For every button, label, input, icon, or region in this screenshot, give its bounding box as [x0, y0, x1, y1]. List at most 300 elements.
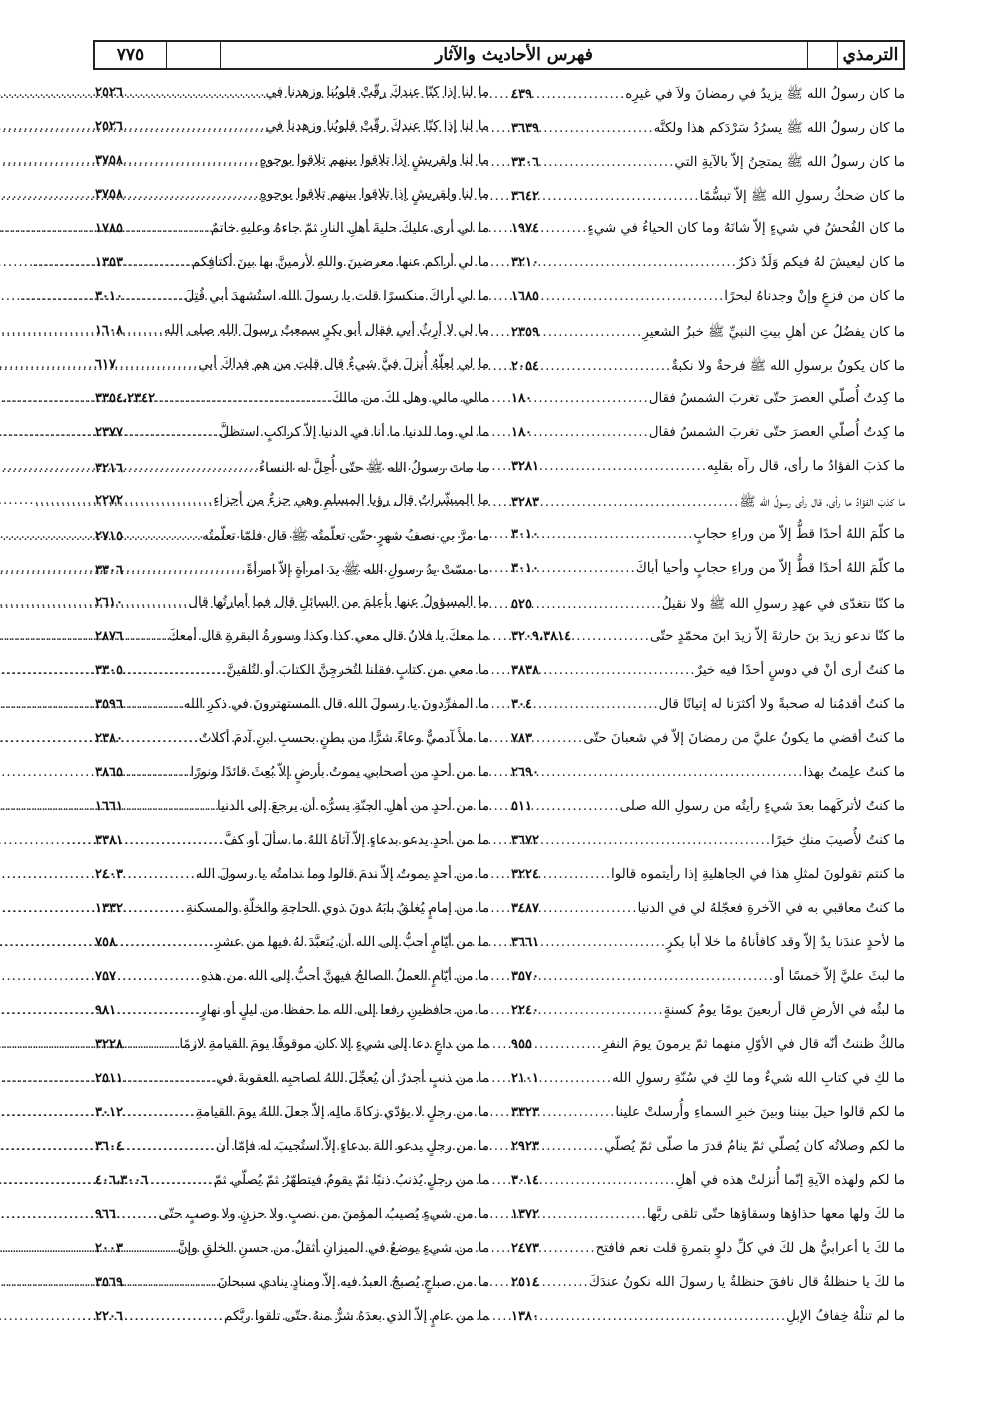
index-entry — [93, 1173, 489, 1203]
leader-dots — [123, 1037, 179, 1052]
entry-text: ما كنتم تقولونَ لمثلِ هذا في الجاهليةِ إذا رأيتموه قالوا — [610, 867, 905, 882]
leader-dots — [116, 1003, 200, 1018]
index-entry — [93, 629, 489, 659]
index-entry — [93, 595, 489, 625]
entry-reference: ١٣٣٢ — [95, 901, 123, 916]
index-entry — [509, 1241, 905, 1271]
index-entry — [509, 1309, 905, 1339]
leader-dots — [123, 1241, 178, 1256]
entry-text: ما المبشّراتُ قال رؤيا المسلمِ وهي جزءٌ من أجزاءِ — [213, 493, 489, 508]
index-entry — [509, 1275, 905, 1305]
index-entry — [93, 1105, 489, 1135]
index-entry — [93, 867, 489, 897]
leader-dots — [123, 663, 226, 678]
entry-text: ما كان يكونُ برسولِ الله ﷺ فرحةٌ ولا نكبةٌ — [671, 359, 905, 374]
leader-dots — [123, 595, 188, 610]
leader-dots — [123, 1275, 218, 1290]
entry-reference: ٢٤٧٣ — [511, 1241, 539, 1256]
entry-text: ما من رجلٍ يدعو اللهَ بدعاءٍ إلاّ استُجيبَ له فإمّا أن — [216, 1139, 489, 1154]
leader-dots — [539, 495, 739, 510]
entry-text: ما لكم وصلاتُه كان يُصلّي ثمّ ينامُ قدرَ ما صلّى ثمّ يُصلّي — [604, 1139, 905, 1154]
leader-dots — [532, 391, 649, 406]
entry-text: ما لكِ في كتابِ الله شيءٌ وما لكِ في سُنّةِ رسولِ الله — [611, 1071, 905, 1086]
leader-dots — [123, 119, 266, 134]
entry-reference: ٩٨١ — [95, 1003, 116, 1018]
leader-dots — [123, 255, 192, 270]
leader-dots — [123, 1309, 224, 1324]
entry-reference: ٣٠٤ — [511, 697, 532, 712]
entry-text: ما لبثُه في الأرضِ قال أربعينَ يومًا يومٌ كسنةٍ — [663, 1003, 905, 1018]
entry-reference: ٢٣٥٩ — [511, 325, 539, 340]
entry-reference: ٣٦٧٢ — [511, 833, 539, 848]
leader-dots — [539, 561, 636, 576]
entry-text: ما مسّتْ يدُ رسولِ الله ﷺ يدَ امرأةٍ إلاّ امرأةً — [246, 563, 489, 578]
entry-reference: ٣٥٦٩ — [95, 1275, 123, 1290]
entry-text: ما كان من فزعٍ وإنْ وجدناهُ لبحرًا — [724, 289, 905, 304]
index-entry — [509, 799, 905, 829]
entry-text: ما لكم ولهذه الآيةِ إنّما أُنزلتْ هذه في أهلِ — [675, 1173, 905, 1188]
entry-text: ما لي أراكَ منكسرًا قلت يا رسولَ الله استُشهدَ أبي قُتِلَ — [184, 289, 489, 304]
leader-dots — [123, 867, 196, 882]
leader-dots — [123, 1139, 216, 1154]
entry-reference: ٣٦٠٤ — [95, 1139, 123, 1154]
entry-text: ما لم تنلْهُ خِفافُ الإبلِ — [786, 1309, 905, 1324]
entry-reference: ٩٦٦ — [95, 1207, 116, 1222]
entry-reference: ٣٢٢٤ — [511, 867, 539, 882]
entry-reference: ٣٢٨٣ — [511, 495, 539, 510]
leader-dots — [123, 493, 213, 508]
index-entry — [509, 391, 905, 421]
index-entry — [509, 425, 905, 455]
leader-dots — [539, 221, 587, 236]
leader-dots — [539, 663, 696, 678]
leader-dots — [532, 597, 662, 612]
index-entry — [93, 1275, 489, 1305]
entry-text: ما كِدتُ أُصلّي العصرَ حتّى تغربَ الشمسُ فقال — [648, 425, 905, 440]
entry-text: ما من أيّامٍ أحبُّ إلى الله أن يُتعبَّدَ لهُ فيها من عشرِ — [214, 935, 489, 950]
entry-text: ما من حافظينِ رفعا إلى الله ما حفظا من ليلٍ أو نهارٍ — [200, 1003, 489, 1018]
leader-dots — [539, 121, 654, 136]
leader-dots — [539, 1139, 604, 1154]
entry-text: ما كنتُ أرى أنْ في دوسٍ أحدًا فيه خيرٌ — [695, 663, 905, 678]
leader-dots — [539, 969, 774, 984]
index-entry — [509, 323, 905, 353]
index-entry — [93, 901, 489, 931]
entry-reference: ١٩٧٤ — [511, 221, 539, 236]
index-entry — [93, 935, 489, 965]
leader-dots — [123, 1071, 216, 1086]
entry-text: ما كنتُ لأُصيبَ منكِ خيرًا — [771, 833, 905, 848]
entry-text: ما ملأَ آدميٌّ وعاءً شرًّا من بطنٍ بحسبِ ابنِ آدمَ أكلاتٌ — [198, 731, 489, 746]
entry-reference: ٥٢٥ — [511, 597, 532, 612]
entry-reference: ٢٣٧٧ — [95, 425, 123, 440]
leader-dots — [539, 1275, 589, 1290]
entry-reference: ٢١٠١ — [511, 1071, 539, 1086]
entry-text: ما من شيءٍ يوضعُ في الميزانِ أثقلُ من حسنِ الخلقِ وإنَّ — [177, 1241, 489, 1256]
leader-dots — [539, 289, 724, 304]
page-title: فهرس الأحاديث والآثار — [435, 45, 593, 65]
leader-dots — [539, 189, 700, 204]
index-entry — [509, 935, 905, 965]
entry-reference: ٣٠١٤ — [511, 1173, 539, 1188]
entry-reference: ٢٥٢٦ — [95, 85, 123, 100]
index-entry — [509, 1071, 905, 1101]
entry-reference: ٣٠١٢ — [95, 1105, 123, 1120]
leader-dots — [539, 901, 638, 916]
leader-dots — [532, 697, 659, 712]
index-entry — [93, 85, 489, 115]
index-entry — [509, 187, 905, 217]
entry-reference: ١٣٧٢ — [511, 1207, 539, 1222]
index-entry — [509, 85, 905, 115]
entry-text: ما كنّا نتغدّى في عهدِ رسولِ الله ﷺ ولا نقيلُ — [661, 597, 905, 612]
index-entry — [509, 765, 905, 795]
entry-text: ما كان رسولُ الله ﷺ يسرُدُ سَرْدَكم هذا ولكنَّه — [653, 121, 905, 136]
index-entry — [509, 901, 905, 931]
entry-reference: ١٦٦١ — [95, 799, 123, 814]
index-entry — [93, 527, 489, 557]
index-entry — [93, 1071, 489, 1101]
entry-reference: ٣٣٠٦ — [95, 563, 123, 578]
entry-text: ما من ذنبٍ أجدرُ أن يُعجِّلَ اللهُ لصاحبِه العقوبةَ في — [216, 1071, 489, 1086]
entry-text: ما كان الفُحشُ في شيءٍ إلاّ شانَهُ وما كان الحياءُ في شيءٍ — [587, 221, 905, 236]
entry-text: مالي مالي وهل لكَ من مالكَ — [331, 391, 489, 406]
entry-text: ما لكم قالوا حيلَ بيننا وبينَ خبرِ السماءِ وأُرسلتْ علينا — [615, 1105, 905, 1120]
index-entry — [93, 731, 489, 761]
header-spacer-right — [807, 42, 837, 68]
index-entry — [509, 1207, 905, 1237]
index-entry — [509, 119, 905, 149]
entry-reference: ٣٣٢٣ — [511, 1105, 539, 1120]
entry-text: ما لي وما للدنيا ما أنا في الدنيا إلاّ كراكبٍ استظلَّ — [219, 425, 489, 440]
entry-text: ما من عامٍ إلاّ الذي بعدَهُ شرٌّ منهُ حتّى تلقوا ربَّكم — [224, 1309, 489, 1324]
index-entry — [93, 799, 489, 829]
leader-dots — [123, 221, 211, 236]
index-entry — [93, 765, 489, 795]
index-page — [93, 40, 905, 1324]
entry-text: ما من أحدٍ من أصحابي يموتُ بأرضٍ إلاّ بُعِثَ قائدًا ونورًا — [190, 765, 489, 780]
header-spacer-left — [167, 42, 221, 68]
leader-dots — [539, 765, 804, 780]
leader-dots — [116, 357, 198, 372]
entry-reference: ١٦٠٨ — [95, 323, 123, 338]
entry-reference: ٣٣٠٦ — [511, 155, 539, 170]
leader-dots — [532, 87, 625, 102]
leader-dots — [571, 629, 650, 644]
entry-text: ما معكَ يا فلانُ قال معي كذا وكذا وسورةُ البقرةِ قال أمعكَ — [168, 629, 489, 644]
entry-reference: ٩٥٥ — [511, 1037, 532, 1052]
leader-dots — [539, 1003, 664, 1018]
entry-reference: ٢٥١١ — [95, 1071, 123, 1086]
entry-text: ما كنتُ معاقبي به في الآخرةِ فعجّلهُ لي في الدنيا — [637, 901, 905, 916]
index-entry — [509, 867, 905, 897]
leader-dots — [123, 765, 190, 780]
index-entry — [509, 833, 905, 863]
index-entry — [509, 561, 905, 591]
index-entry — [509, 255, 905, 285]
entry-reference: ٣٨٣٨ — [511, 663, 539, 678]
leader-dots — [123, 425, 219, 440]
entry-text: ما لي لا أرِثُ أبي فقال أبو بكرٍ سمعتُ رسولَ الله صلى الله — [163, 323, 489, 338]
entry-reference: ٣٧٥٨ — [95, 153, 123, 168]
leader-dots — [123, 833, 224, 848]
entry-reference: ١٣٥٣ — [95, 255, 123, 270]
leader-dots — [123, 629, 168, 644]
entry-text: ما كلّمَ اللهُ أحدًا قطُّ إلاّ من وراءِ حجابٍ — [693, 527, 905, 542]
entry-reference: ٣٢١٠ — [511, 255, 539, 270]
index-entry — [509, 1037, 905, 1067]
book-name: الترمذي — [837, 42, 903, 68]
leader-dots — [123, 289, 185, 304]
entry-text: ما كنتُ لأتركَهما بعدَ شيءٍ رأيتُه من رسولِ الله صلى — [619, 799, 905, 814]
entry-text: ما من إمامٍ يُغلقُ بابَهُ دونَ ذوي الحاجةِ والخلّةِ والمسكنةِ — [186, 901, 489, 916]
index-entry — [93, 357, 489, 387]
entry-reference: ٣٢٢٨ — [95, 1037, 123, 1052]
leader-dots — [123, 461, 259, 476]
leader-dots — [123, 187, 260, 202]
entry-reference: ٢٨٧٦ — [95, 629, 123, 644]
index-entry — [509, 153, 905, 183]
entry-text: ما لنا إذا كنّا عندكَ رقّتْ قلوبُنا وزهدنا في — [265, 85, 489, 100]
leader-dots — [123, 731, 199, 746]
entry-reference: ٣٢٠٩،٣٨١٤ — [511, 629, 572, 644]
entry-text: ما من رجلٍ يُذنبُ ذنبًا ثمّ يقومُ فيتطهّرُ ثمّ يُصلّي ثمّ — [213, 1173, 489, 1188]
entry-text: ما كنتُ علِمتُ بهذا — [803, 765, 905, 780]
entry-text: ما لي لعلّهُ أُنزلَ فيَّ شيءٌ قال قلت من هم فداكَ أبي — [198, 357, 489, 372]
index-entry — [93, 255, 489, 285]
entry-text: ما لنا ولقريشٍ إذا تلاقوا بينهم تلاقوا بوجوهٍ — [259, 153, 489, 168]
leader-dots — [123, 697, 184, 712]
index-entry — [509, 221, 905, 251]
entry-reference: ١٧٨٥ — [95, 221, 123, 236]
entry-text: ما كان رسولُ الله ﷺ يزيدُ في رمضانَ ولاَ في غيرِه — [625, 87, 905, 102]
entry-text: ما من رجلٍ لا يؤدّي زكاةَ مالِه إلاّ جعلَ اللهُ يومَ القيامةِ — [195, 1105, 489, 1120]
leader-dots — [539, 359, 671, 374]
index-entry — [509, 969, 905, 999]
entry-text: ما من أحدٍ يموتُ إلاّ ندمَ قالوا وما ندامتُه يا رسولَ الله — [195, 867, 489, 882]
leader-dots — [539, 1105, 615, 1120]
leader-dots — [123, 153, 260, 168]
entry-reference: ٣٥٧٠ — [511, 969, 539, 984]
entry-reference: ٤٠٦،٣٠٠٦ — [95, 1173, 149, 1188]
index-entry — [93, 833, 489, 863]
index-entry — [509, 731, 905, 761]
entry-reference: ٣٥٩٦ — [95, 697, 123, 712]
index-entry — [93, 1241, 489, 1271]
leader-dots — [123, 85, 266, 100]
index-entry — [509, 1105, 905, 1135]
entry-text: ما من أيّامٍ العملُ الصالحُ فيهنَّ أحبُّ إلى الله من هذهِ — [200, 969, 489, 984]
entry-text: ما المسؤولُ عنها بأعلمَ من السائلِ قال فما أمارتُها قال — [188, 595, 489, 610]
index-entry — [93, 1139, 489, 1169]
index-entry — [509, 527, 905, 557]
leader-dots — [123, 1105, 196, 1120]
entry-reference: ٣٨٦٥ — [95, 765, 123, 780]
page-header — [93, 40, 905, 70]
index-entry — [93, 969, 489, 999]
leader-dots — [539, 459, 707, 474]
entry-text: ما ماتَ رسولُ الله ﷺ حتّى أُحِلَّ له النساءُ — [258, 461, 489, 476]
leader-dots — [539, 155, 674, 170]
leader-dots — [123, 901, 186, 916]
leader-dots — [539, 1309, 786, 1324]
entry-reference: ٢٥١٤ — [511, 1275, 539, 1290]
index-entry — [93, 153, 489, 183]
leader-dots — [539, 325, 642, 340]
leader-dots — [539, 527, 693, 542]
entry-reference: ٦١٧ — [95, 357, 116, 372]
entry-reference: ٧٥٧ — [95, 969, 116, 984]
leader-dots — [539, 1241, 596, 1256]
entry-reference: ٣٤٨٧ — [511, 901, 539, 916]
entry-reference: ٣٢١٦ — [95, 461, 123, 476]
leader-dots — [116, 969, 201, 984]
entry-reference: ٣٣٥٤،٢٣٤٢ — [95, 391, 156, 406]
leader-dots — [532, 731, 583, 746]
entry-reference: ٢٢٤٠ — [511, 1003, 539, 1018]
leader-dots — [539, 255, 737, 270]
entry-text: ما لي أراكم عنها معرضينَ واللهِ لأرمينَّ بها بينَ أكتافِكم — [191, 255, 489, 270]
leader-dots — [539, 1207, 647, 1222]
leader-dots — [539, 867, 611, 882]
entry-reference: ٧٨٣ — [511, 731, 532, 746]
entry-reference: ١٦٨٥ — [511, 289, 539, 304]
entry-reference: ٢٦١٠ — [95, 595, 123, 610]
index-entry — [93, 697, 489, 727]
entry-reference: ٣٧٥٨ — [95, 187, 123, 202]
index-entry — [93, 221, 489, 251]
entry-reference: ١٣٨٠ — [511, 1309, 539, 1324]
entry-reference: ٤٣٩ — [511, 87, 532, 102]
index-entry — [93, 1003, 489, 1033]
entry-text: ما كذبَ الفؤادُ ما رأى، قال رأى رسولُ الله ﷺ — [739, 495, 905, 510]
entry-text: ما لنا إذا كنّا عندكَ رقّتْ قلوبُنا وزهدنا في — [265, 119, 489, 134]
leader-dots — [539, 1071, 612, 1086]
entry-text: ما المفرِّدونَ يا رسولَ الله قال المستهترونَ في ذكرِ الله — [183, 697, 489, 712]
index-entry — [509, 697, 905, 727]
entry-reference: ٢٧١٥ — [95, 529, 123, 544]
index-entry — [93, 289, 489, 319]
index-entry — [509, 1003, 905, 1033]
index-entry — [93, 493, 489, 523]
index-entry — [93, 187, 489, 217]
index-entry — [509, 1139, 905, 1169]
index-entry — [93, 425, 489, 455]
entry-text: ما من أحدٍ من أهلِ الجنّةِ يسرُّه أن يرجعَ إلى الدنيا — [217, 799, 489, 814]
entry-reference: ٢٠٠٣ — [95, 1241, 123, 1256]
leader-dots — [539, 1173, 675, 1188]
entry-reference: ٢٤٠٣ — [95, 867, 123, 882]
index-entry — [93, 119, 489, 149]
entry-reference: ٢٩٢٣ — [511, 1139, 539, 1154]
index-entry — [509, 357, 905, 387]
index-entry — [93, 1207, 489, 1237]
entry-text: ما لكَ يا حنظلةُ قال نافقَ حنظلةُ يا رسولَ الله نكونُ عندَكَ — [588, 1275, 905, 1290]
entry-reference: ٣٦٦١ — [511, 935, 539, 950]
index-entry — [93, 391, 489, 421]
entry-text: ما كِدتُ أُصلّي العصرَ حتّى تغربَ الشمسُ فقال — [648, 391, 905, 406]
leader-dots — [123, 799, 217, 814]
entry-text: ما لنا ولقريشٍ إذا تلاقوا بينهم تلاقوا بوجوهٍ — [259, 187, 489, 202]
entry-text: مالكٌ ظننتُ أنّه قال في الأوّلِ منهما ثمّ يرمونَ يومَ النفرِ — [602, 1037, 905, 1052]
entry-text: ما من شيءٍ يُصيبُ المؤمنَ من نصبٍ ولا حزنٍ ولا وصبٍ حتّى — [158, 1207, 489, 1222]
entry-reference: ٣٠١٠ — [95, 289, 123, 304]
leader-dots — [532, 799, 620, 814]
entry-reference: ٣٠١٠ — [511, 561, 539, 576]
entry-text: ما لبثَ عليَّ إلاّ خمسًا أو — [774, 969, 905, 984]
entry-text: ما كان ليعيشَ لهُ فيكم وَلَدٌ ذكرٌ — [736, 255, 905, 270]
entry-reference: ٢٦٩٠ — [511, 765, 539, 780]
entry-reference: ١٨٠ — [511, 391, 532, 406]
leader-dots — [148, 1173, 214, 1188]
leader-dots — [532, 425, 649, 440]
entry-text: ما معي من كتابٍ فقلنا لتُخرجِنَّ الكتابَ أو لتُلقينَّ — [226, 663, 489, 678]
leader-dots — [532, 1037, 602, 1052]
entry-text: ما من داعٍ دعا إلى شيءٍ إلا كان موقوفًا يومَ القيامةِ لازمًا — [179, 1037, 489, 1052]
entry-text: ما من أحدٍ يدعو بدعاءٍ إلاّ آتاهُ اللهُ ما سألَ أو كفَّ — [223, 833, 489, 848]
entry-reference: ٣٣٠٥ — [95, 663, 123, 678]
entry-reference: ٣٢٨١ — [511, 459, 539, 474]
entry-reference: ٣٣٨١ — [95, 833, 123, 848]
entry-reference: ٣٦٤٢ — [511, 189, 539, 204]
index-entry — [93, 663, 489, 693]
index-entry — [93, 561, 489, 591]
entry-reference: ٢٥٢٦ — [95, 119, 123, 134]
entry-text: ما كذبَ الفؤادُ ما رأى، قال رآه بقلبِه — [706, 459, 905, 474]
leader-dots — [539, 935, 666, 950]
entry-text: ما كنّا ندعو زيدَ بنَ حارثةَ إلاّ زيدَ ابنَ محمّدٍ حتّى — [649, 629, 905, 644]
entry-text: ما من صباحٍ يُصبحُ العبدُ فيه إلاّ ومنادٍ ينادي سبحانَ — [217, 1275, 489, 1290]
entry-text: ما كلّمَ اللهُ أحدًا قطُّ إلاّ من وراءِ حجابٍ وأحيا أباكَ — [635, 561, 905, 576]
entry-text: ما كنتُ أقدمُنا له صحبةً ولا أكثرَنا له إتيانًا قال — [658, 697, 905, 712]
leader-dots — [155, 391, 332, 406]
entry-text: ما كنتُ أقضي ما يكونُ عليَّ من رمضانَ إلاّ في شعبانَ حتّى — [583, 731, 905, 746]
entry-reference: ٢٠٥٤ — [511, 359, 539, 374]
entry-reference: ٢٣٨٠ — [95, 731, 123, 746]
entry-reference: ١٨٠ — [511, 425, 532, 440]
entry-reference: ٢٢٧٢ — [95, 493, 123, 508]
entry-text: ما لي أرى عليكَ حليةَ أهلِ النارِ ثمّ جاءهُ وعليهِ خاتمٌ — [210, 221, 489, 236]
entry-text: ما كان ضحكُ رسولِ الله ﷺ إلاّ تبسُّمًا — [699, 189, 905, 204]
entry-text: ما لكَ يا أعرابيُّ هل لكَ في كلِّ دلوٍ بتمرةٍ قلت نعم فافتح — [595, 1241, 905, 1256]
leader-dots — [123, 563, 246, 578]
entry-reference: ٢٢٠٦ — [95, 1309, 123, 1324]
index-entry — [93, 1037, 489, 1067]
entry-text: ما لكَ ولها معها حذاؤها وسقاؤها حتّى تلقى ربَّها — [646, 1207, 905, 1222]
entry-reference: ٣٠١٠ — [511, 527, 539, 542]
entry-text: ما مرَّ بي نصفُ شهرٍ حتّى تعلّمتُه ﷺ قال فلمّا تعلّمتُه — [202, 529, 489, 544]
index-entry — [93, 459, 489, 489]
index-entry — [509, 1173, 905, 1203]
index-entry — [509, 629, 905, 659]
entry-reference: ٧٥٨ — [95, 935, 116, 950]
entry-text: ما كان رسولُ الله ﷺ يمتحِنُ إلاّ بالآيةِ التي — [674, 155, 905, 170]
leader-dots — [123, 529, 202, 544]
entry-reference: ٣٦٣٩ — [511, 121, 539, 136]
index-entry — [509, 459, 905, 489]
leader-dots — [123, 323, 164, 338]
index-entry — [509, 493, 905, 523]
leader-dots — [539, 833, 771, 848]
index-entry — [509, 663, 905, 693]
entry-text: ما لأحدٍ عندَنا يدٌ إلاّ وقد كافأناهُ ما خلا أبا بكرٍ — [666, 935, 905, 950]
index-entry — [509, 595, 905, 625]
leader-dots — [116, 935, 215, 950]
index-entry — [93, 1309, 489, 1339]
entry-text: ما كان يفضُلُ عن أهلِ بيتِ النبيِّ ﷺ خبزُ الشعيرِ — [642, 325, 905, 340]
entry-reference: ٥١١ — [511, 799, 532, 814]
index-entry — [509, 289, 905, 319]
